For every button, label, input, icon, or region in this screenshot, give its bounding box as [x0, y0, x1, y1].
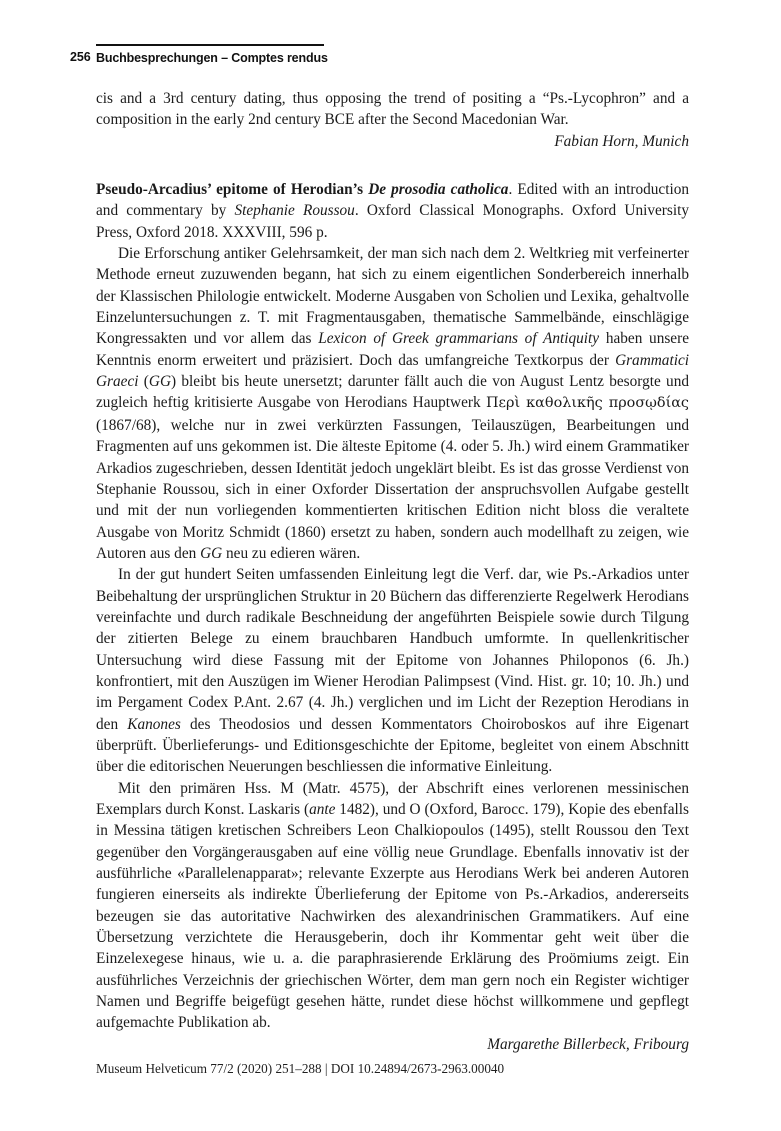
- running-head-block: [96, 44, 328, 66]
- para-3: [96, 778, 689, 1034]
- page-number: 256: [70, 50, 91, 64]
- header-rule: [96, 44, 324, 46]
- greek-title-run: Περὶ καθολικῆς προσῳδίας: [485, 395, 689, 412]
- italic-run: Grammatici Graeci: [96, 351, 689, 391]
- text-run: (: [138, 373, 149, 391]
- text-run: In der gut hundert Seiten umfassenden Einleitung legt die Verf. dar, wie Ps.-Arkadios unter Beibehaltung der ursprünglichen Struktur in 20 Büchern das differenzierte Regelwerk Herodians vereinfachte und durch radikale Beschneidung der angeführten Beispiele sowie durch Tilgung der zitierten Belege zu einem brauchbaren Handbuch umformte. In quellenkritischer Untersuchung wird diese Fassung mit der Epitome von Johannes Philoponos (6. Jh.) konfrontiert, mit den Auszügen im Wiener Herodian Palimpsest (Vind. Hist. gr. 10; 10. Jh.) und im Pergament Codex P.Ant. 2.67 (4. Jh.) verglichen und im Licht der Rezeption Herodians in den: [96, 566, 689, 733]
- text-run: (1867/68), welche nur in zwei verkürzten Fassungen, Teilauszügen, Bearbeitungen und Fragmenten auf uns gekommen ist. Die älteste Epitome (4. oder 5. Jh.) wird einem Grammatiker Arkadios zugeschrieben, dessen Identität jedoch ungeklärt bleibt. Es ist das grosse Verdienst von Stephanie Roussou, sich in einer Oxforder Dissertation der anspruchsvollen Aufgabe gestellt und mit der nun vorliegenden kommentierten kritischen Edition nicht bloss die veraltete Ausgabe von Moritz Schmidt (1860) ersetzt zu haben, sondern auch modellhaft zu zeigen, wie Autoren aus den: [96, 416, 689, 562]
- running-head: [0, 44, 781, 70]
- text-run: des Theodosios und dessen Kommentators Choiroboskos auf ihre Eigenart überprüft. Überlieferungs- und Editionsgeschichte der Epitome, begleitet von einem Abschnitt über die editorischen Neuerungen beschliessen die informative Einleitung.: [96, 715, 689, 776]
- text-column: [96, 88, 689, 1055]
- review-body: [96, 243, 689, 1034]
- review-heading-after-title: . Edited with an introduction and commentary by: [96, 181, 689, 220]
- text-run: Die Erforschung antiker Gelehrsamkeit, der man sich nach dem 2. Weltkrieg mit verfeinerter Methode erneut zuzuwenden begann, hat sich zu einem eigentlichen Sonderbereich innerhalb der Klassischen Philologie entwickelt. Moderne Ausgaben von Scholien und Lexika, gehaltvolle Einzeluntersuchungen z. T. mit Fragmentausgaben, thematische Sammelbände, einschlägige Kongressakten und vor allem das: [96, 245, 689, 348]
- para-1: [96, 243, 689, 564]
- footer-citation: Museum Helveticum 77/2 (2020) 251–288 | DOI 10.24894/2673-2963.00040: [96, 1061, 505, 1076]
- review-heading: [96, 179, 689, 243]
- text-run: haben unsere Kenntnis enorm erweitert und präzisiert. Doch das umfangreiche Textkorpus der: [96, 330, 689, 369]
- italic-run: GG: [200, 544, 223, 562]
- italic-run: Kanones: [127, 715, 181, 733]
- text-run: 1482), und O (Oxford, Barocc. 179), Kopie des ebenfalls in Messina tätigen kretischen Schreibers Leon Chalkiopoulos (1495), stellt Roussou den Text gegenüber den Vorgängerausgaben auf eine völlig neue Grundlage. Ebenfalls innovativ ist der ausführliche «Parallelenapparat»; relevante Exzerpte aus Herodians Werk bei anderen Autoren fungieren einerseits als indirekte Überlieferung der Epitome von Ps.-Arkadios, andererseits bezeugen sie das autoritative Nachwirken des alexandrinischen Grammatikers. Auf eine Übersetzung verzichtete die Herausgeberin, doch ihr Kommentar geht weit über die Einzelexegese hinaus, wie u. a. die paraphrasierende Erklärung des Proömiums zeigt. Ein ausführliches Verzeichnis der griechischen Wörter, dem man gern noch ein Register wichtiger Namen und Begriffe beigefügt gesehen hätte, rundet diese höchst willkommene und gepflegt aufgemachte Publikation ab.: [96, 801, 689, 1032]
- italic-run: GG: [148, 373, 171, 391]
- italic-run: ante: [309, 801, 336, 818]
- text-run: neu zu edieren wären.: [222, 544, 361, 562]
- review-title-bold: Pseudo-Arcadius’ epitome of Herodian’s: [96, 181, 369, 199]
- italic-run: Lexicon of Greek grammarians of Antiquity: [318, 330, 600, 348]
- para-2: [96, 564, 689, 777]
- review-editor-name: Stephanie Roussou: [234, 202, 355, 220]
- review-work-title: De prosodia catholica: [368, 181, 509, 199]
- review-byline: Margarethe Billerbeck, Fribourg: [487, 1035, 689, 1053]
- previous-review-byline: Fabian Horn, Munich: [554, 132, 689, 150]
- text-run: Mit den primären Hss. M (Matr. 4575), der Abschrift eines verlorenen messinischen Exemplars durch Konst. Laskaris (: [96, 779, 689, 818]
- review-imprint: . Oxford Classical Monographs. Oxford University Press, Oxford 2018. XXXVIII, 596 p.: [96, 202, 689, 241]
- text-run: ) bleibt bis heute unersetzt; darunter fällt auch die von August Lentz besorgte und zugleich heftig kritisierte Ausgabe von Herodians Hauptwerk: [96, 373, 690, 412]
- section-gap: [96, 152, 689, 179]
- running-head-title: Buchbesprechungen – Comptes rendus: [96, 51, 328, 66]
- previous-review-tail: cis and a 3rd century dating, thus opposing the trend of positing a “Ps.-Lycophron” and a composition in the early 2nd century BCE after the Second Macedonian War.: [96, 90, 689, 129]
